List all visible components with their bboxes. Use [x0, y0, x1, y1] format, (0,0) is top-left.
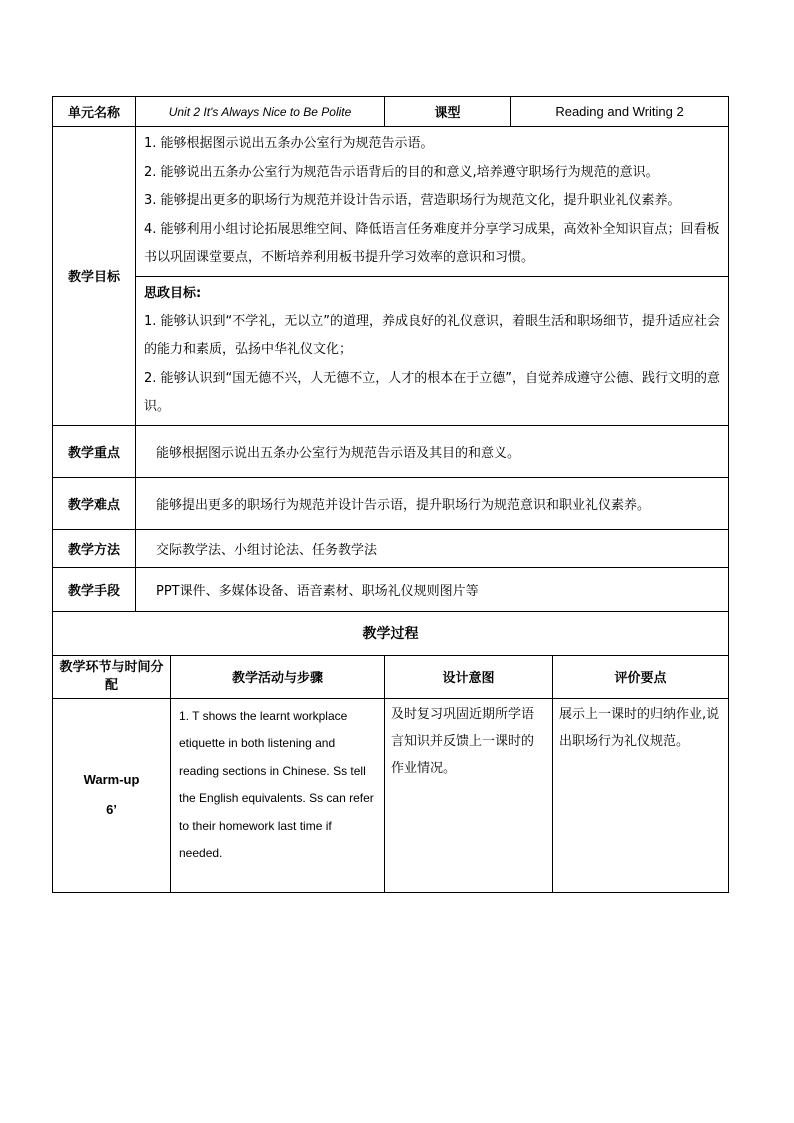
difficulties-row [53, 477, 729, 529]
ideology-title: 思政目标: [144, 285, 202, 301]
goal-item: 2. 能够说出五条办公室行为规范告示语背后的目的和意义,培养遵守职场行为规范的意识。 [144, 164, 659, 180]
stage-name: Warm-up [83, 772, 140, 787]
activity-text: 1. T shows the learnt workplace etiquette in both listening and reading sections in Chinese. Ss tell the English equivalents. Ss can refer to their homework last time if needed. [179, 708, 374, 860]
process-title: 教学过程 [53, 611, 729, 655]
stage-time: 6’ [106, 802, 117, 817]
col-stage-time: 教学环节与时间分配 [53, 655, 171, 698]
ideology-list [136, 276, 729, 425]
means-label: 教学手段 [53, 567, 136, 611]
goals-label: 教学目标 [53, 127, 136, 426]
process-title-row [53, 611, 729, 655]
col-evaluation: 评价要点 [553, 655, 729, 698]
activity-cell [171, 698, 385, 892]
goals-row [53, 127, 729, 277]
col-activities: 教学活动与步骤 [171, 655, 385, 698]
lesson-plan-page [52, 96, 728, 893]
difficulties-label: 教学难点 [53, 477, 136, 529]
goal-item: 1. 能够根据图示说出五条办公室行为规范告示语。 [144, 136, 434, 151]
means-value: PPT课件、多媒体设备、语音素材、职场礼仪规则图片等 [136, 567, 729, 611]
methods-label: 教学方法 [53, 529, 136, 567]
ideology-item: 1. 能够认识到“不学礼，无以立”的道理，养成良好的礼仪意识，着眼生活和职场细节，提升适应社会的能力和素质，弘扬中华礼仪文化； [144, 313, 721, 357]
intent-cell [385, 698, 553, 892]
key-points-row [53, 425, 729, 477]
methods-value: 交际教学法、小组讨论法、任务教学法 [136, 529, 729, 567]
stage-cell [53, 698, 171, 892]
lesson-plan-table [52, 96, 729, 893]
evaluation-cell [553, 698, 729, 892]
process-header-row [53, 655, 729, 698]
unit-value: Unit 2 It's Always Nice to Be Polite [136, 97, 385, 127]
difficulties-value: 能够提出更多的职场行为规范并设计告示语，提升职场行为规范意识和职业礼仪素养。 [136, 477, 729, 529]
ideology-row [53, 276, 729, 425]
type-label: 课型 [385, 97, 511, 127]
evaluation-text: 展示上一课时的归纳作业,说出职场行为礼仪规范。 [559, 706, 720, 749]
goal-item: 4. 能够利用小组讨论拓展思维空间、降低语言任务难度并分享学习成果，高效补全知识盲点；回看板书以巩固课堂要点，不断培养利用板书提升学习效率的意识和习惯。 [144, 221, 720, 265]
unit-label: 单元名称 [53, 97, 136, 127]
ideology-item: 2. 能够认识到“国无德不兴，人无德不立，人才的根本在于立德”，自觉养成遵守公德、践行文明的意识。 [144, 370, 721, 414]
intent-text: 及时复习巩固近期所学语言知识并反馈上一课时的作业情况。 [391, 706, 535, 776]
col-design-intent: 设计意图 [385, 655, 553, 698]
key-points-label: 教学重点 [53, 425, 136, 477]
means-row [53, 567, 729, 611]
key-points-value: 能够根据图示说出五条办公室行为规范告示语及其目的和意义。 [136, 425, 729, 477]
process-row [53, 698, 729, 892]
methods-row [53, 529, 729, 567]
goals-list [136, 127, 729, 277]
goal-item: 3. 能够提出更多的职场行为规范并设计告示语，营造职场行为规范文化，提升职业礼仪素养。 [144, 193, 681, 208]
type-value: Reading and Writing 2 [511, 97, 729, 127]
header-row [53, 97, 729, 127]
